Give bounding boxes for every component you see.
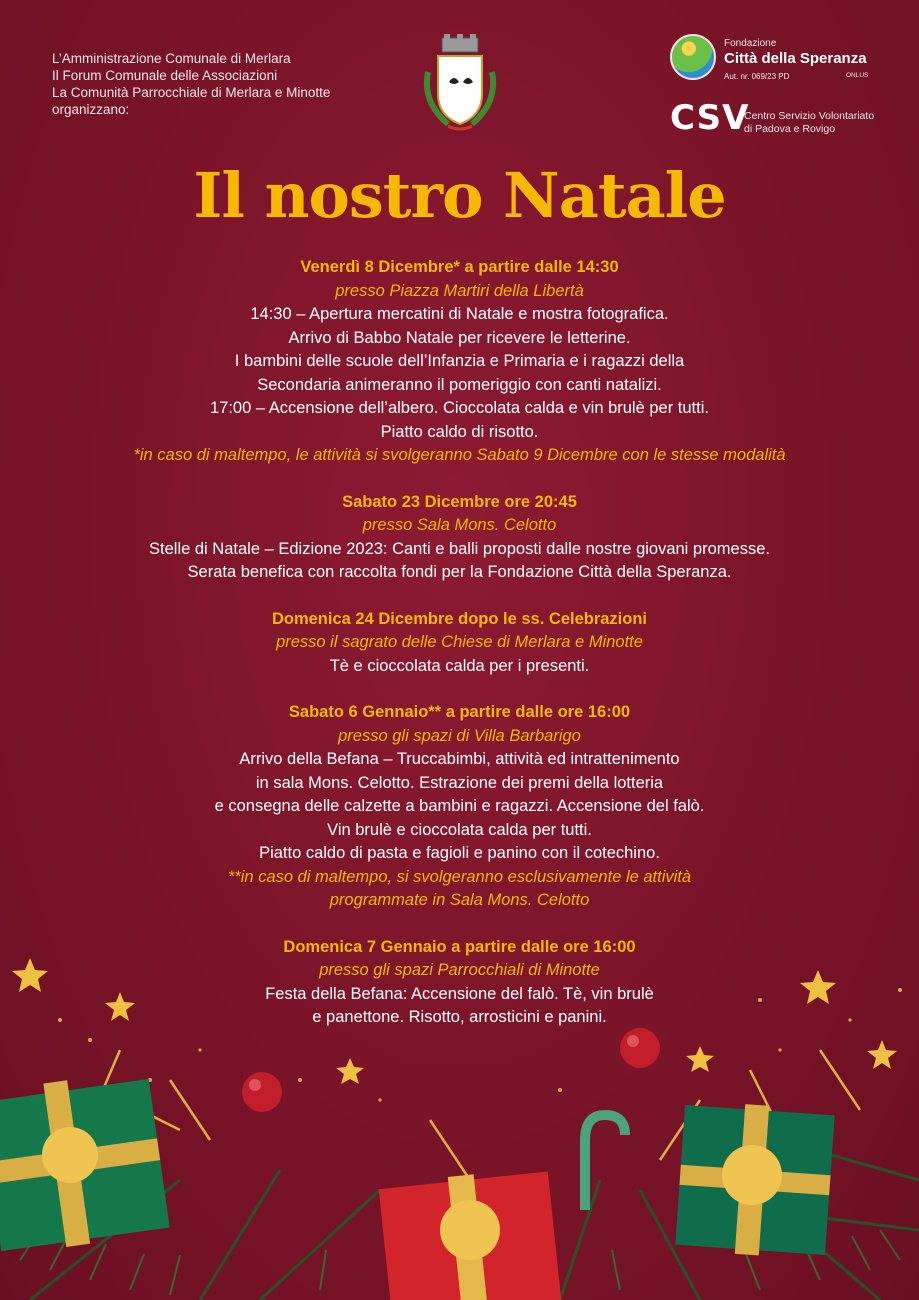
event-place: presso il sagrato delle Chiese di Merlara e Minotte bbox=[276, 633, 643, 651]
event-line: Tè e cioccolata calda per i presenti. bbox=[329, 656, 590, 675]
event-heading: Sabato 23 Dicembre ore 20:45 bbox=[342, 492, 577, 511]
fondazione-authorization: Aut. nr. 069/23 PD bbox=[724, 72, 790, 81]
red-baubles bbox=[242, 1028, 660, 1112]
event-heading: Sabato 6 Gennaio** a partire dalle ore 16:00 bbox=[288, 703, 631, 721]
event-note: **in caso di maltempo, si svolgeranno esclusivamente le attività bbox=[227, 867, 692, 886]
csv-line: di Padova e Rovigo bbox=[744, 123, 836, 135]
event-line: e consegna delle calzette a bambini e ragazzi. Accensione del falò. bbox=[214, 797, 705, 815]
citta-della-speranza-emblem bbox=[670, 34, 716, 80]
christmas-decoration-illustration bbox=[0, 930, 919, 1300]
event-block bbox=[0, 608, 919, 679]
green-gift-right bbox=[675, 1104, 834, 1255]
event-line: Stelle di Natale – Edizione 2023: Canti e balli proposti dalle nostre giovani promesse. bbox=[149, 539, 770, 558]
event-block bbox=[0, 256, 919, 468]
event-place: presso Sala Mons. Celotto bbox=[362, 516, 557, 534]
event-line: Serata benefica con raccolta fondi per la Fondazione Città della Speranza. bbox=[187, 563, 732, 581]
organizers-block bbox=[52, 50, 330, 118]
event-heading: Venerdì 8 Dicembre* a partire dalle 14:30 bbox=[300, 258, 619, 276]
event-line: Piatto caldo di pasta e fagioli e panino con il cotechino. bbox=[259, 844, 660, 862]
event-block bbox=[0, 491, 919, 585]
poster-title: Il nostro Natale bbox=[193, 159, 726, 232]
csv-line: Centro Servizio Volontariato bbox=[744, 110, 875, 122]
event-note: programmate in Sala Mons. Celotto bbox=[329, 891, 590, 909]
fondazione-label: Fondazione bbox=[724, 38, 777, 49]
event-place: presso gli spazi Parrocchiali di Minotte bbox=[319, 961, 600, 979]
event-line: Vin brulè e cioccolata calda per tutti. bbox=[327, 820, 592, 839]
event-note: *in caso di maltempo, le attività si svolgeranno Sabato 9 Dicembre con le stesse modalità bbox=[133, 446, 786, 464]
csv-description bbox=[744, 110, 874, 136]
organizer-line: La Comunità Parrocchiale di Merlara e Minotte bbox=[52, 85, 331, 100]
candy-cane bbox=[585, 1115, 625, 1210]
fondazione-name: Città della Speranza bbox=[724, 50, 867, 67]
event-heading: Domenica 7 Gennaio a partire dalle ore 16:00 bbox=[283, 937, 636, 956]
event-block bbox=[0, 701, 919, 913]
event-line: in sala Mons. Celotto. Estrazione dei premi della lotteria bbox=[255, 773, 664, 792]
event-line: Secondaria animeranno il pomeriggio con canti natalizi. bbox=[257, 375, 662, 394]
organizer-line: Il Forum Comunale delle Associazioni bbox=[52, 68, 278, 83]
red-gift-center bbox=[379, 1171, 562, 1300]
green-gift-left bbox=[0, 1079, 170, 1251]
gold-confetti bbox=[58, 988, 902, 1102]
event-line: 17:00 – Accensione dell’albero. Cioccolata calda e vin brulè per tutti. bbox=[210, 399, 709, 417]
csv-mark: CSV bbox=[670, 98, 750, 138]
event-line: Arrivo di Babbo Natale per ricevere le letterine. bbox=[288, 328, 631, 347]
organizer-line: L’Amministrazione Comunale di Merlara bbox=[52, 51, 291, 66]
citta-della-speranza-logo bbox=[670, 34, 890, 86]
event-line: Piatto caldo di risotto. bbox=[380, 422, 539, 441]
event-line: 14:30 – Apertura mercatini di Natale e mostra fotografica. bbox=[250, 305, 669, 323]
organizer-line: organizzano: bbox=[52, 102, 130, 117]
event-place: presso Piazza Martiri della Libertà bbox=[335, 281, 584, 300]
event-place: presso gli spazi di Villa Barbarigo bbox=[338, 726, 581, 745]
csv-logo bbox=[670, 100, 900, 140]
fondazione-onlus: ONLUS bbox=[846, 72, 869, 79]
event-heading: Domenica 24 Dicembre dopo le ss. Celebrazioni bbox=[271, 609, 648, 628]
event-line: e panettone. Risotto, arrosticini e panini. bbox=[312, 1008, 607, 1026]
municipal-crest-logo bbox=[418, 32, 502, 138]
event-line: Festa della Befana: Accensione del falò. Tè, vin brulè bbox=[265, 984, 654, 1003]
event-line: Arrivo della Befana – Truccabimbi, attività ed intrattenimento bbox=[239, 750, 680, 768]
event-line: I bambini delle scuole dell’Infanzia e Primaria e i ragazzi della bbox=[234, 352, 685, 370]
